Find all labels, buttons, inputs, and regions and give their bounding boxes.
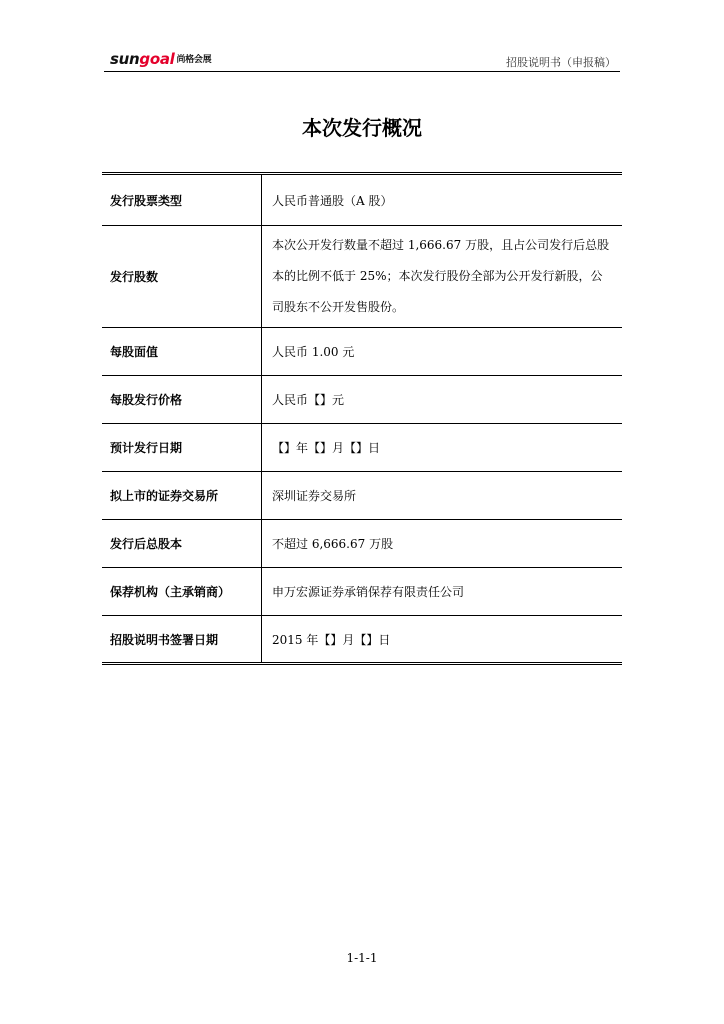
table-row (102, 520, 622, 568)
table-row (102, 424, 622, 472)
row-value: 深圳证券交易所 (262, 472, 623, 520)
row-value: 人民币普通股（A 股） (262, 174, 623, 226)
table-row (102, 472, 622, 520)
row-label: 发行股票类型 (102, 174, 262, 226)
row-value: 人民币【】元 (262, 376, 623, 424)
row-label: 保荐机构（主承销商） (102, 568, 262, 616)
row-value: 不超过 6,666.67 万股 (262, 520, 623, 568)
row-label: 每股发行价格 (102, 376, 262, 424)
table-row (102, 174, 622, 226)
header-divider (104, 71, 620, 72)
row-value: 【】年【】月【】日 (262, 424, 623, 472)
row-label: 拟上市的证券交易所 (102, 472, 262, 520)
row-label: 发行股数 (102, 226, 262, 328)
row-value: 2015 年【】月【】日 (272, 632, 391, 647)
logo-text-sun: sun (110, 50, 140, 68)
row-label: 招股说明书签署日期 (102, 616, 262, 664)
row-value: 本次公开发行数量不超过 1,666.67 万股，且占公司发行后总股本的比例不低于 25%；本次发行股份全部为公开发行新股，公司股东不公开发售股份。 (262, 226, 623, 328)
page-number: 1-1-1 (346, 951, 378, 965)
page-title: 本次发行概况 (302, 116, 422, 140)
table-row (102, 226, 622, 328)
table-row (102, 616, 622, 664)
row-value: 人民币 1.00 元 (262, 328, 623, 376)
logo-text-goal: goal (139, 50, 175, 68)
table-row (102, 376, 622, 424)
row-label: 每股面值 (102, 328, 262, 376)
logo-text-cn: 尚格会展 (176, 55, 212, 65)
company-logo (110, 50, 211, 68)
table-row (102, 568, 622, 616)
row-label: 预计发行日期 (102, 424, 262, 472)
table-row (102, 328, 622, 376)
document-tag: 招股说明书（申报稿） (506, 56, 616, 69)
row-value: 申万宏源证券承销保荐有限责任公司 (262, 568, 623, 616)
page-header (104, 50, 620, 72)
offering-summary-table (102, 172, 622, 665)
row-label: 发行后总股本 (102, 520, 262, 568)
